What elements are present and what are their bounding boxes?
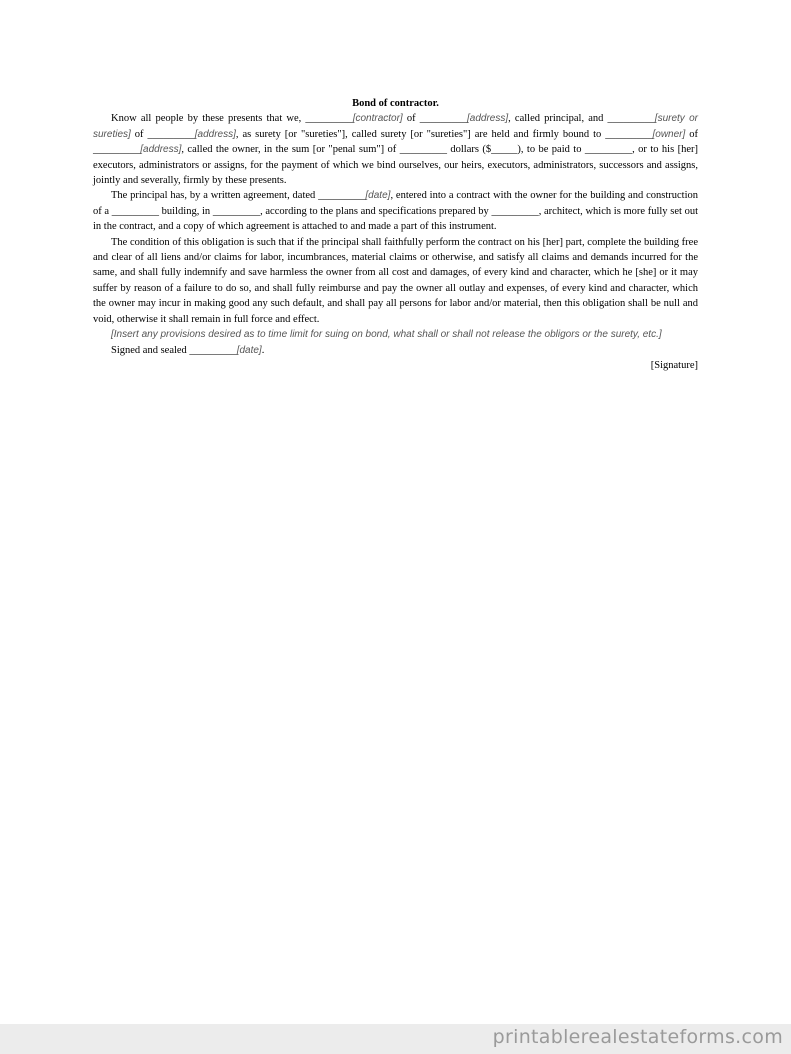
text: of _________ xyxy=(93,128,699,156)
text: , called the owner, in the sum [or "penal sum"] of _________ dollars ($_____), to be paid to _________, or to his [her] executors, administrators or assigns, for the payment of which we bind ourselves, our heirs, executors, administrators, successors and assigns, jointly and severally, firmly by these presents. xyxy=(93,144,698,187)
paragraph-agreement xyxy=(93,188,698,234)
text: , entered into a contract with the owner for the building and construction of a _________ building, in _________, according to the plans and specifications prepared by _________, architect, which is more fully set out in the contract, and a copy of which agreement is attached to and made a part of this instrument. xyxy=(93,190,698,233)
placeholder-date: [date] xyxy=(236,344,262,356)
text: . xyxy=(261,344,265,356)
watermark-text: printablerealestateforms.com xyxy=(492,1026,783,1048)
text: Signed and sealed _________ xyxy=(111,344,237,356)
placeholder-owner: [owner] xyxy=(652,128,686,140)
text: , as surety [or "sureties"], called surety [or "sureties"] are held and firmly bound to _________ xyxy=(235,128,653,140)
placeholder-address: [address] xyxy=(467,113,509,125)
paragraph-insert-note: [Insert any provisions desired as to time limit for suing on bond, what shall or shall not release the obligors or the surety, etc.] xyxy=(111,329,662,341)
text: of _________ xyxy=(402,113,468,125)
text: , called principal, and _________ xyxy=(508,113,655,125)
paragraph-condition: The condition of this obligation is such that if the principal shall faithfully perform the contract on his [her] part, complete the building free and clear of all liens and/or claims for labor, incumbrances, material claims or otherwise, and satisfy all claims and demands incurred for the same, and shall fully indemnify and save harmless the owner from all cost and damages, of every kind and character, which he [she] or it may suffer by reason of a failure to do so, and shall fully reimburse and pay the owner all outlay and expenses, of every kind and character, which the owner may incur in making good any such default, and shall pay all persons for labor and/or material, then this obligation shall be null and void, otherwise it shall remain in full force and effect. xyxy=(93,236,698,325)
placeholder-address: [address] xyxy=(194,128,236,140)
paragraph-signed xyxy=(93,343,698,358)
placeholder-address: [address] xyxy=(140,144,182,156)
placeholder-contractor: [contractor] xyxy=(352,113,403,125)
signature-line: [Signature] xyxy=(650,359,698,371)
placeholder-surety: [surety or sureties] xyxy=(93,113,698,140)
document-title: Bond of contractor. xyxy=(352,98,439,109)
text: The principal has, by a written agreement, dated _________ xyxy=(111,190,366,202)
document-body xyxy=(93,96,698,373)
paragraph-parties xyxy=(93,111,698,188)
text: of _________ xyxy=(130,128,195,140)
footer-bar xyxy=(0,1024,791,1054)
placeholder-date: [date] xyxy=(365,190,391,202)
text: Know all people by these presents that we, _________ xyxy=(111,113,353,125)
